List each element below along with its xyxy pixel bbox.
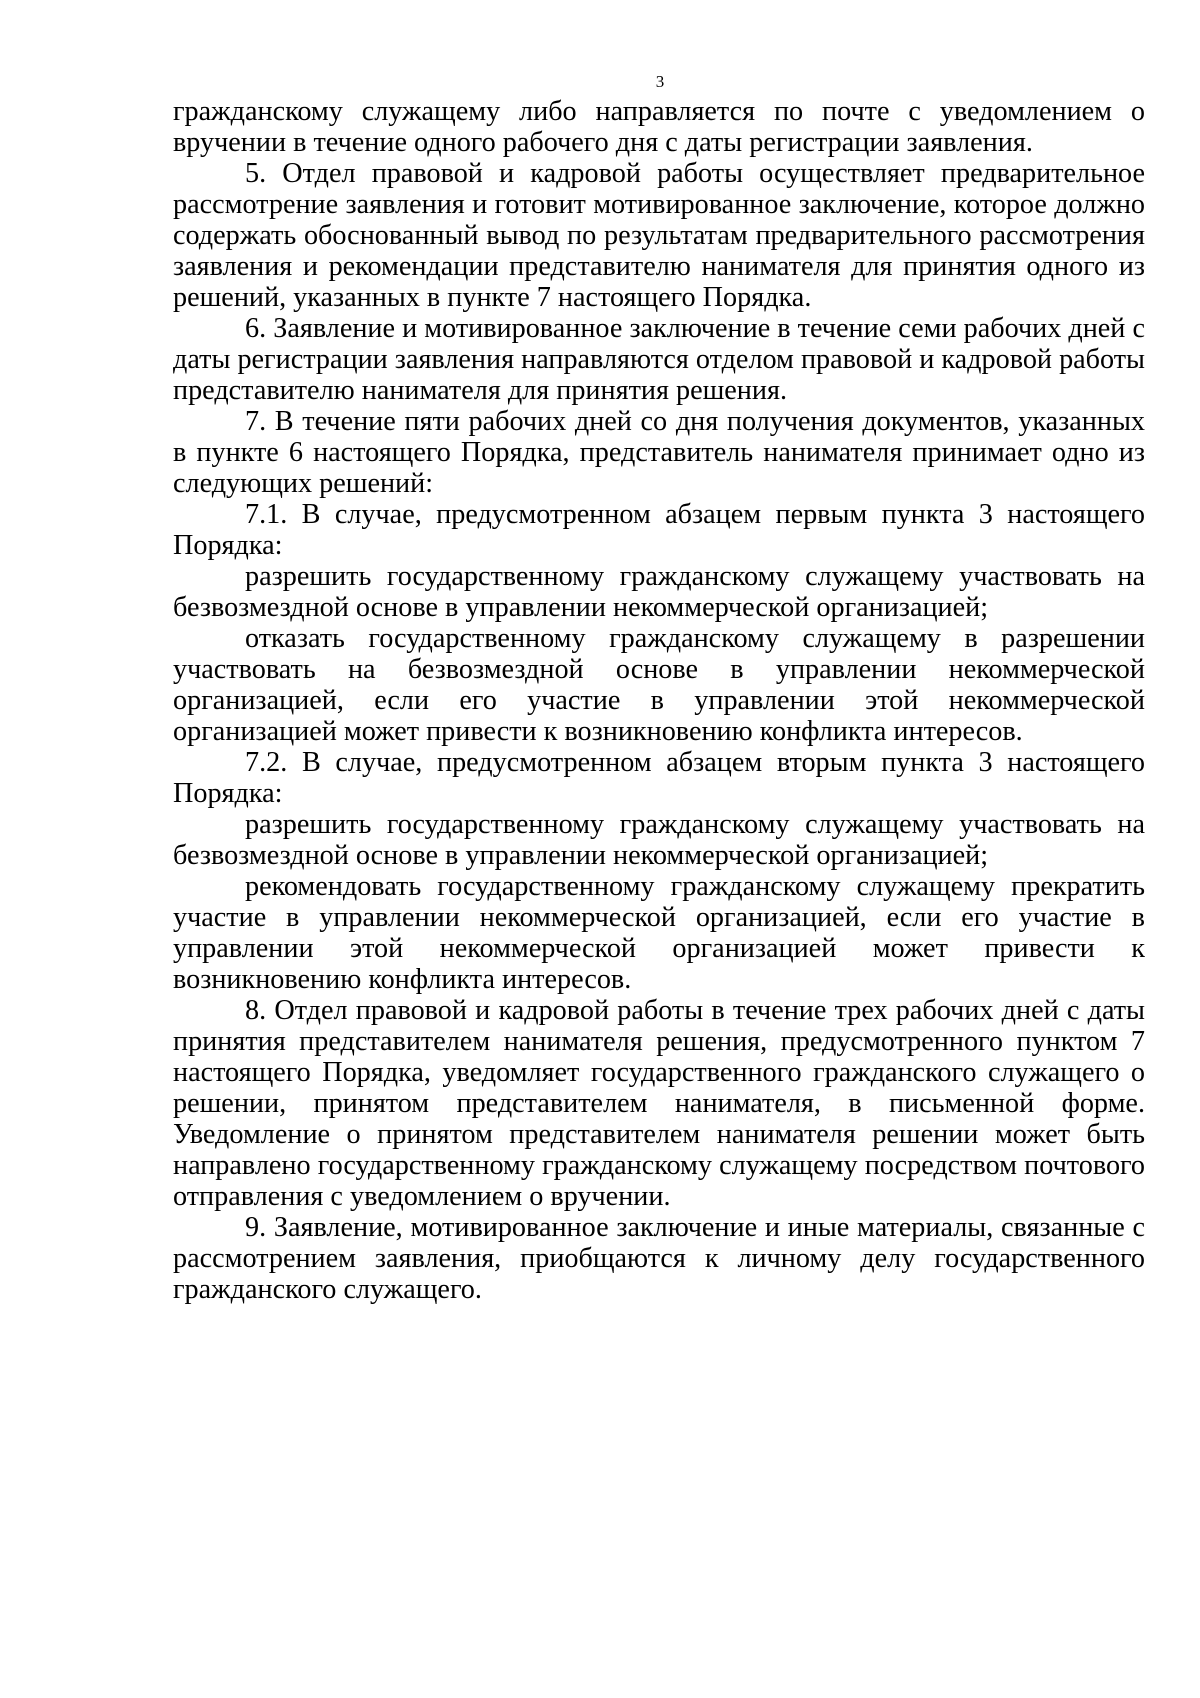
paragraph-7-2-option-recommend: рекомендовать государственному гражданскому служащему прекратить участие в управлении некоммерческой организацией, если его участие в управлении этой некоммерческой организацией может привести к возникновению конфликта интересов. bbox=[173, 871, 1145, 995]
paragraph-item-5: 5. Отдел правовой и кадровой работы осуществляет предварительное рассмотрение заявления и готовит мотивированное заключение, которое должно содержать обоснованный вывод по результатам предварительного рассмотрения заявления и рекомендации представителю нанимателя для принятия одного из решений, указанных в пункте 7 настоящего Порядка. bbox=[173, 158, 1145, 313]
paragraph-item-7-2: 7.2. В случае, предусмотренном абзацем вторым пункта 3 настоящего Порядка: bbox=[173, 747, 1145, 809]
paragraph-item-9: 9. Заявление, мотивированное заключение и иные материалы, связанные с рассмотрением заявления, приобщаются к личному делу государственного гражданского служащего. bbox=[173, 1212, 1145, 1305]
paragraph-continuation: гражданскому служащему либо направляется по почте с уведомлением о вручении в течение одного рабочего дня с даты регистрации заявления. bbox=[173, 96, 1145, 158]
paragraph-item-7-1: 7.1. В случае, предусмотренном абзацем первым пункта 3 настоящего Порядка: bbox=[173, 499, 1145, 561]
page-number: 3 bbox=[655, 72, 665, 91]
paragraph-item-6: 6. Заявление и мотивированное заключение в течение семи рабочих дней с даты регистрации заявления направляются отделом правовой и кадровой работы представителю нанимателя для принятия решения. bbox=[173, 313, 1145, 406]
paragraph-7-2-option-allow: разрешить государственному гражданскому служащему участвовать на безвозмездной основе в управлении некоммерческой организацией; bbox=[173, 809, 1145, 871]
paragraph-7-1-option-refuse: отказать государственному гражданскому служащему в разрешении участвовать на безвозмездной основе в управлении некоммерческой организацией, если его участие в управлении этой некоммерческой организацией может привести к возникновению конфликта интересов. bbox=[173, 623, 1145, 747]
document-body bbox=[173, 96, 1145, 1305]
paragraph-item-8: 8. Отдел правовой и кадровой работы в течение трех рабочих дней с даты принятия представителем нанимателя решения, предусмотренного пунктом 7 настоящего Порядка, уведомляет государственного гражданского служащего о решении, принятом представителем нанимателя, в письменной форме. Уведомление о принятом представителем нанимателя решении может быть направлено государственному гражданскому служащему посредством почтового отправления с уведомлением о вручении. bbox=[173, 995, 1145, 1212]
paragraph-item-7: 7. В течение пяти рабочих дней со дня получения документов, указанных в пункте 6 настоящего Порядка, представитель нанимателя принимает одно из следующих решений: bbox=[173, 406, 1145, 499]
paragraph-7-1-option-allow: разрешить государственному гражданскому служащему участвовать на безвозмездной основе в управлении некоммерческой организацией; bbox=[173, 561, 1145, 623]
